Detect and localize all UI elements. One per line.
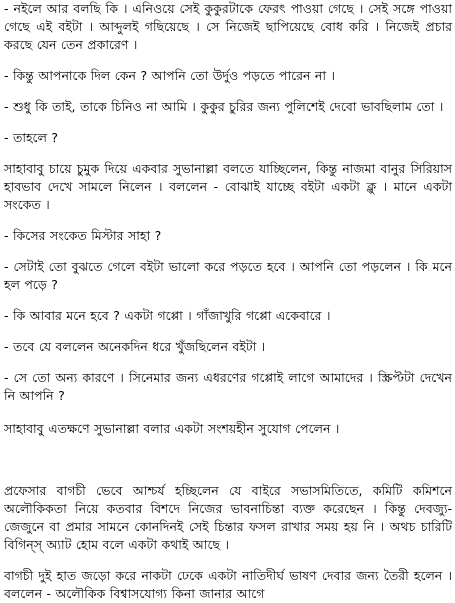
paragraph-spacer xyxy=(4,356,452,369)
paragraph: - কি আবার মনে হবে ? একটা গপ্পো । গাঁজাখুরি গপ্পো একেবারে । xyxy=(4,308,331,323)
paragraph: বাগচী দুই হাত জড়ো করে নাকটা ঢেকে একটা নাতিদীর্ঘ ভাষণ দেবার জন্য তৈরী হলেন । বললেন - অলৌকিক বিশ্বাসযোগ্য কিনা জানার আগে xyxy=(4,568,452,601)
paragraph-spacer xyxy=(4,294,452,307)
paragraph: - কিন্তু আপনাকে দিল কেন ? আপনি তো উর্দুও পড়তে পারেন না । xyxy=(4,68,335,83)
paragraph: সাহাবাবু চায়ে চুমুক দিয়ে একবার সুভানাল্লা বলতে যাচ্ছিলেন, কিন্তু নাজমা বানুর সিরিয়াস হাবভাব দেখে সামলে নিলেন । বললেন - বোঝাই যাচ্ছে বইটা একটা ক্লু । মানে একটা সংকেত । xyxy=(4,161,452,212)
paragraph-spacer xyxy=(4,85,452,98)
paragraph: - সে তো অন্য কারণে । সিনেমার জন্য এধরণের গপ্পোই লাগে আমাদের । স্ক্রিপ্টটা দেখেন নি আপনি ? xyxy=(4,370,452,403)
paragraph: - নইলে আর বলছি কি । এনিওয়ে সেই কুকুরটাকে ফেরৎ পাওয়া গেছে । সেই সঙ্গে পাওয়া গেছে এই বইটা । আব্দুলই গছিয়েছে । সে নিজেই ছাপিয়েছে বোধ করি । নিজেই প্রচার করছে যেন তেন প্রকারেণ । xyxy=(4,1,452,52)
paragraph: - তাহলে ? xyxy=(4,130,58,145)
paragraph-spacer xyxy=(4,54,452,67)
paragraph: - সেটাই তো বুঝতে গেলে বইটা ভালো করে পড়তে হবে । আপনি তো পড়লেন । কি মনে হল পড়ে ? xyxy=(4,259,452,292)
paragraph: - তবে যে বললেন অনেকদিন ধরে খুঁজছিলেন বইটা । xyxy=(4,339,266,354)
paragraph: সাহাবাবু এতক্ষণে সুভানাল্লা বলার একটা সংশয়হীন সুযোগ পেলেন । xyxy=(4,421,340,436)
section-break xyxy=(4,438,452,482)
paragraph-spacer xyxy=(4,405,452,420)
paragraph: - শুধু কি তাই, তাকে চিনিও না আমি । কুকুর চুরির জন্য পুলিশেই দেবো ভাবছিলাম তো । xyxy=(4,99,444,114)
paragraph: - কিসের সংকেত মিস্টার সাহা ? xyxy=(4,228,162,243)
paragraph-spacer xyxy=(4,245,452,258)
paragraph-spacer xyxy=(4,554,452,567)
paragraph: প্রফেসার বাগচী ভেবে আশ্চর্য হচ্ছিলেন যে বাইরে সভাসমিতিতে, কমিটি কমিশনে অলৌকিকতা নিয়ে কতবার বিশদে নিজের ভাবনাচিন্তা ব্যক্ত করেছেন । কিন্তু দেবজ্যু-জেজুনে বা প্রমার সামনে কোনদিনই সেই চিন্তার ফসল রাখার সময় হয় নি । অথচ চারিটি বিগিন্‌স্‌ অ্যাট হোম বলে একটা কথাই আছে । xyxy=(4,483,452,552)
paragraph-spacer xyxy=(4,325,452,338)
paragraph-spacer xyxy=(4,214,452,227)
paragraph-spacer xyxy=(4,147,452,160)
paragraph-spacer xyxy=(4,116,452,129)
